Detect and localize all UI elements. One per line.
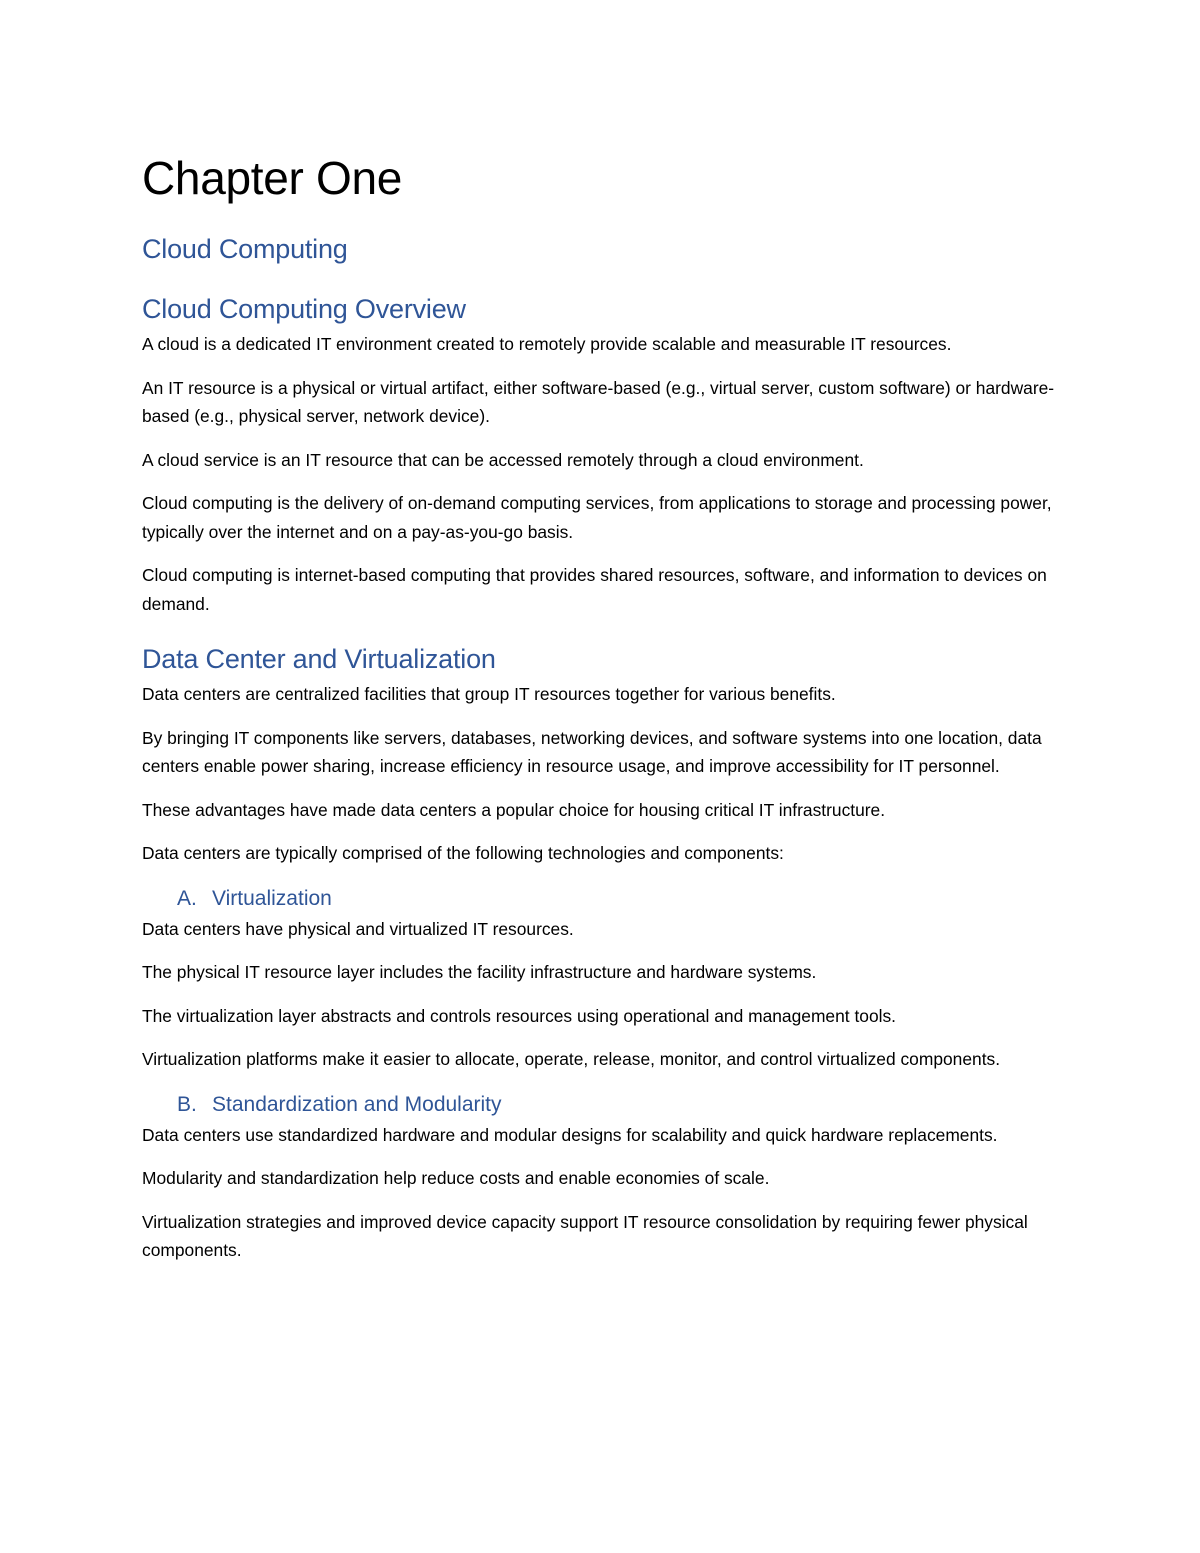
- part-title: Cloud Computing: [142, 234, 348, 264]
- subsection-title: Standardization and Modularity: [212, 1092, 502, 1116]
- subsection-letter: B.: [177, 1092, 197, 1116]
- subsection-heading-standardization-and-modularity: [177, 1091, 1072, 1119]
- paragraph: Data centers are typically comprised of the following technologies and components:: [142, 843, 784, 863]
- paragraph: Data centers have physical and virtualized IT resources.: [142, 918, 574, 939]
- paragraph: Data centers use standardized hardware and modular designs for scalability and quick hardware replacements.: [142, 1124, 998, 1145]
- paragraph: Cloud computing is internet-based computing that provides shared resources, software, and information to devices on demand.: [142, 565, 1047, 614]
- paragraph: These advantages have made data centers a popular choice for housing critical IT infrastructure.: [142, 799, 886, 820]
- paragraph: A cloud service is an IT resource that can be accessed remotely through a cloud environment.: [142, 449, 864, 470]
- section-heading-data-center-and-virtualization: Data Center and Virtualization: [142, 644, 496, 674]
- paragraph: By bringing IT components like servers, databases, networking devices, and software systems into one location, data centers enable power sharing, increase efficiency in resource usage, and improve accessibility for IT personnel.: [142, 727, 1042, 776]
- paragraph: Cloud computing is the delivery of on-demand computing services, from applications to storage and processing power, typically over the internet and on a pay-as-you-go basis.: [142, 493, 1052, 542]
- paragraph: Data centers are centralized facilities that group IT resources together for various benefits.: [142, 684, 836, 704]
- paragraph: A cloud is a dedicated IT environment created to remotely provide scalable and measurable IT resources.: [142, 334, 952, 354]
- document-page: [142, 150, 1072, 1280]
- paragraph: The virtualization layer abstracts and controls resources using operational and management tools.: [142, 1005, 897, 1026]
- chapter-title: Chapter One: [142, 152, 403, 204]
- paragraph: Modularity and standardization help reduce costs and enable economies of scale.: [142, 1168, 770, 1188]
- subsection-letter: A.: [177, 886, 197, 910]
- paragraph: The physical IT resource layer includes the facility infrastructure and hardware systems.: [142, 962, 817, 982]
- paragraph: Virtualization platforms make it easier to allocate, operate, release, monitor, and control virtualized components.: [142, 1049, 1001, 1069]
- paragraph: An IT resource is a physical or virtual artifact, either software-based (e.g., virtual server, custom software) or hardware-based (e.g., physical server, network device).: [142, 377, 1055, 426]
- subsection-title: Virtualization: [212, 886, 332, 910]
- section-heading-cloud-computing-overview: Cloud Computing Overview: [142, 294, 466, 324]
- paragraph: Virtualization strategies and improved device capacity support IT resource consolidation by requiring fewer physical components.: [142, 1211, 1028, 1260]
- subsection-heading-virtualization: [177, 885, 1072, 913]
